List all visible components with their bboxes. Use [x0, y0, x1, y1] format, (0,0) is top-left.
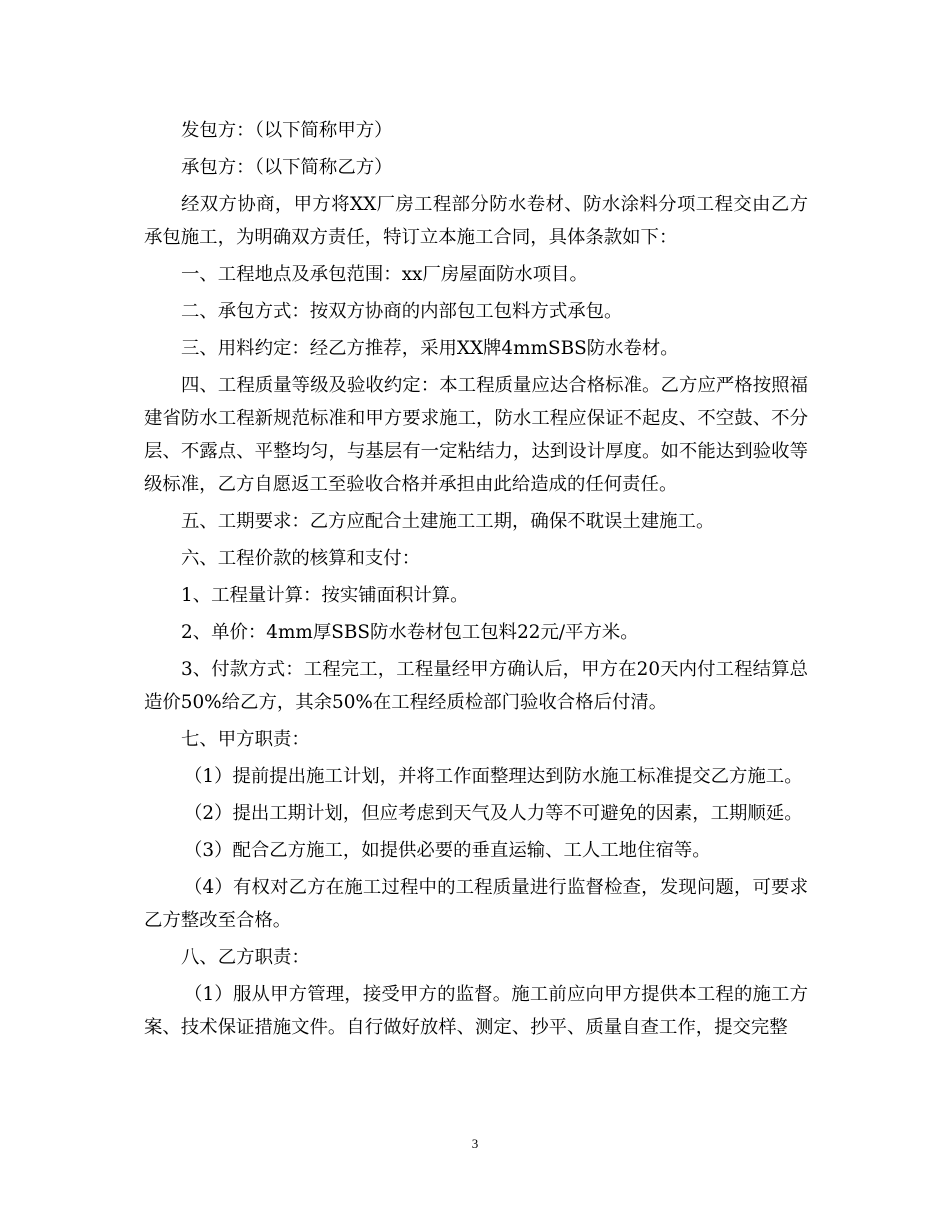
paragraph-clause-7-1: （1）提前提出施工计划，并将工作面整理达到防水施工标准提交乙方施工。 — [184, 766, 803, 787]
paragraph-clause-7: 七、甲方职责： — [181, 729, 310, 750]
paragraph-contractor-b: 承包方：（以下简称乙方） — [181, 157, 393, 178]
paragraph-clause-6-1: 1、工程量计算：按实铺面积计算。 — [181, 585, 469, 606]
page-number: 3 — [471, 1136, 479, 1151]
paragraph-clause-6-2: 2、单价：4mm厚SBS防水卷材包工包料22元/平方米。 — [181, 622, 639, 643]
paragraph-contractor-a: 发包方：（以下简称甲方） — [181, 120, 393, 141]
paragraph-clause-7-2: （2）提出工期计划，但应考虑到天气及人力等不可避免的因素，工期顺延。 — [184, 803, 803, 824]
paragraph-clause-3: 三、用料约定：经乙方推荐，采用XX牌4mmSBS防水卷材。 — [181, 338, 679, 359]
paragraph-intro: 经双方协商，甲方将XX厂房工程部分防水卷材、防水涂料分项工程交由乙方承包施工，为明确双方责任，特订立本施工合同，具体条款如下： — [144, 194, 808, 248]
paragraph-clause-1: 一、工程地点及承包范围：xx厂房屋面防水项目。 — [181, 264, 588, 285]
paragraph-clause-7-4: （4）有权对乙方在施工过程中的工程质量进行监督检查，发现问题，可要求乙方整改至合格。 — [144, 877, 808, 931]
paragraph-clause-2: 二、承包方式：按双方协商的内部包工包料方式承包。 — [181, 301, 623, 322]
paragraph-clause-6-3: 3、付款方式：工程完工，工程量经甲方确认后，甲方在20天内付工程结算总造价50%给乙方，其余50%在工程经质检部门验收合格后付清。 — [144, 659, 808, 713]
paragraph-clause-4: 四、工程质量等级及验收约定：本工程质量应达合格标准。乙方应严格按照福建省防水工程新规范标准和甲方要求施工，防水工程应保证不起皮、不空鼓、不分层、不露点、平整均匀，与基层有一定粘结力，达到设计厚度。如不能达到验收等级标准，乙方自愿返工至验收合格并承担由此给造成的任何责任。 — [144, 375, 808, 495]
paragraph-clause-7-3: （3）配合乙方施工，如提供必要的垂直运输、工人工地住宿等。 — [184, 840, 711, 861]
paragraph-clause-5: 五、工期要求：乙方应配合土建施工工期，确保不耽误土建施工。 — [181, 511, 715, 532]
paragraph-clause-6: 六、工程价款的核算和支付： — [181, 548, 421, 569]
paragraph-clause-8-1: （1）服从甲方管理，接受甲方的监督。施工前应向甲方提供本工程的施工方案、技术保证措施文件。自行做好放样、测定、抄平、质量自查工作，提交完整 — [144, 984, 808, 1038]
document-body — [144, 114, 808, 1048]
paragraph-clause-8: 八、乙方职责： — [181, 947, 310, 968]
